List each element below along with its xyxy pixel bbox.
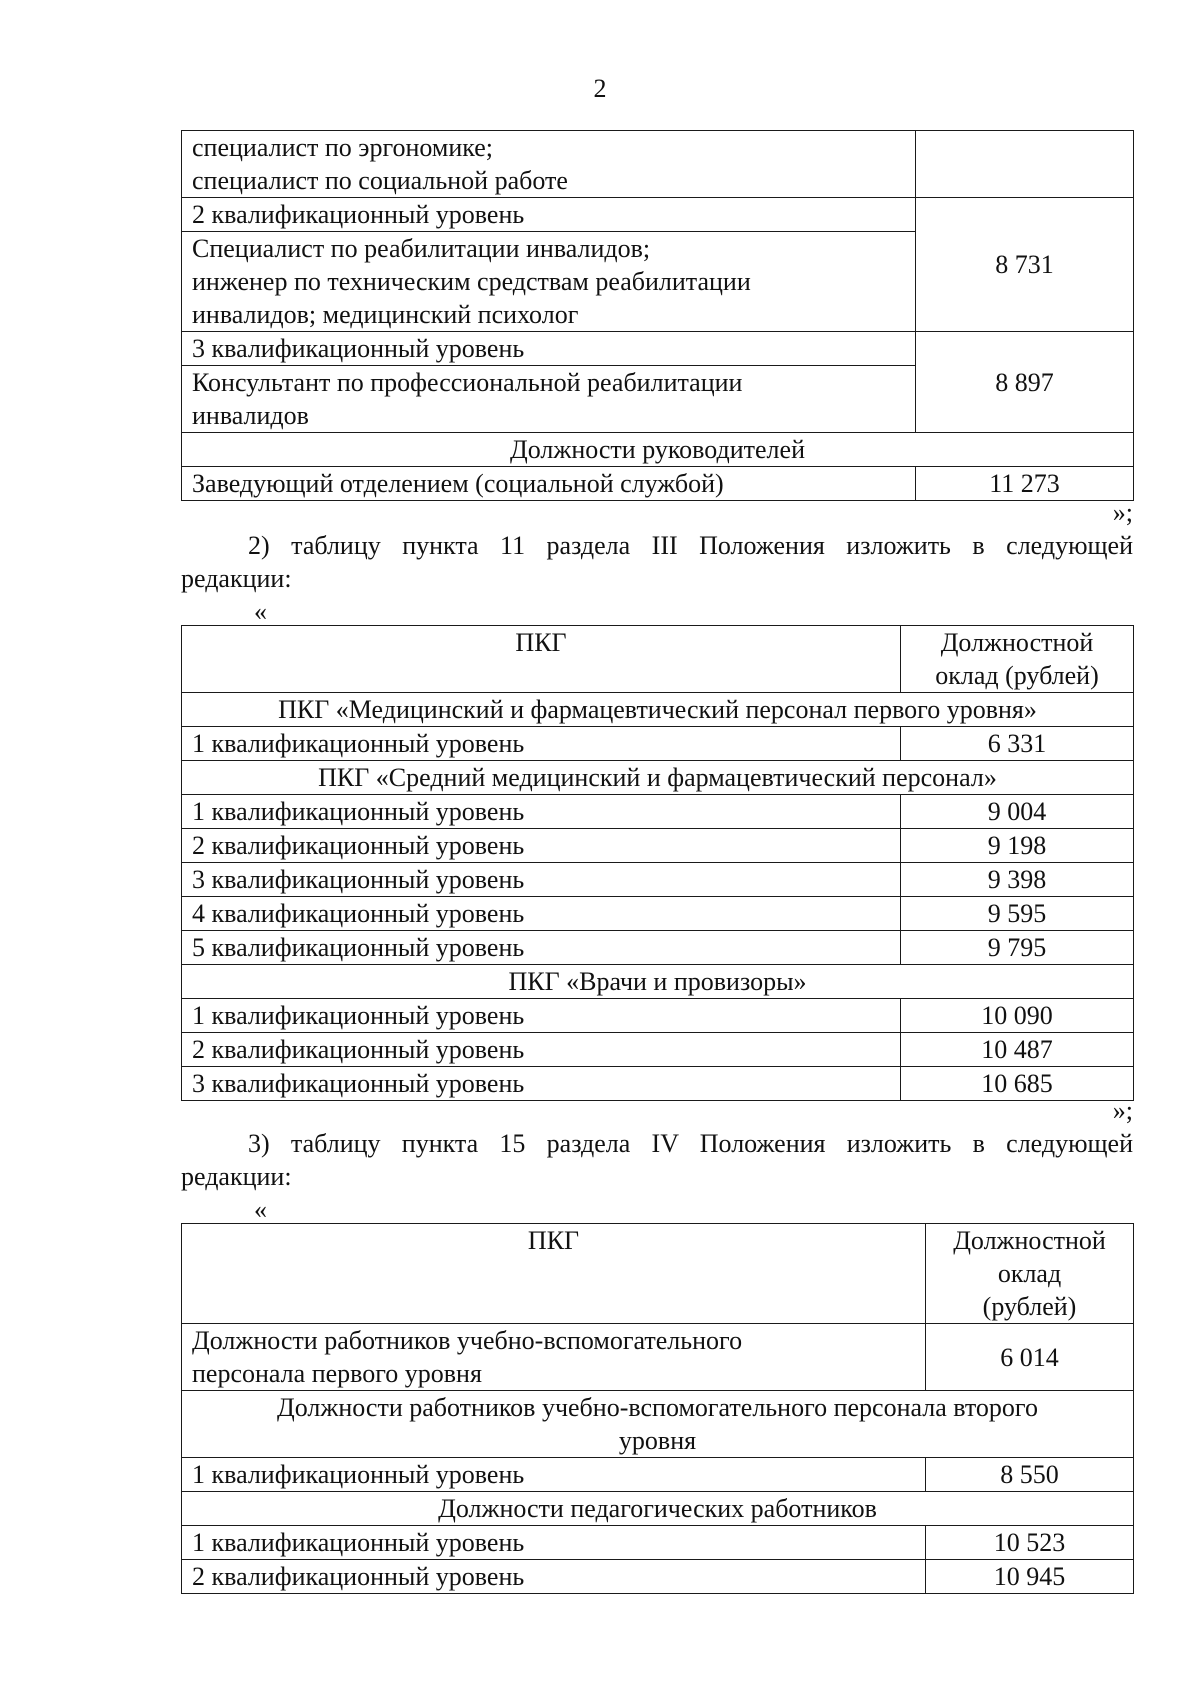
opening-quote: « bbox=[254, 1195, 267, 1224]
section-label: Должности педагогических работников bbox=[182, 1492, 1134, 1526]
section-label: ПКГ «Средний медицинский и фармацевтический персонал» bbox=[182, 761, 1134, 795]
table-educational-staff bbox=[181, 1223, 1134, 1594]
table-row bbox=[182, 1067, 1134, 1101]
section-label: Должности работников учебно-вспомогательного персонала второго уровня bbox=[182, 1391, 1134, 1458]
table-row bbox=[182, 467, 1134, 501]
table-header-row bbox=[182, 626, 1134, 693]
salary-value: 9 795 bbox=[901, 931, 1134, 965]
level-label: 1 квалификационный уровень bbox=[182, 1526, 926, 1560]
position-label: специалист по эргономике; специалист по социальной работе bbox=[182, 131, 916, 198]
table-medical-staff bbox=[181, 625, 1134, 1101]
level-label: 1 квалификационный уровень bbox=[182, 999, 901, 1033]
table-row bbox=[182, 1560, 1134, 1594]
salary-value: 9 595 bbox=[901, 897, 1134, 931]
table-row bbox=[182, 897, 1134, 931]
salary-value bbox=[916, 131, 1134, 198]
position-label: Консультант по профессиональной реабилитации инвалидов bbox=[182, 366, 916, 433]
table-row bbox=[182, 999, 1134, 1033]
paragraph-item-2 bbox=[181, 529, 1133, 562]
table-row bbox=[182, 1526, 1134, 1560]
section-row bbox=[182, 433, 1134, 467]
level-header-row bbox=[182, 332, 1134, 366]
level-label: 5 квалификационный уровень bbox=[182, 931, 901, 965]
table-row bbox=[182, 795, 1134, 829]
paragraph-text: 2) таблицу пункта 11 раздела III Положения изложить в следующей bbox=[248, 531, 1133, 560]
paragraph-tail: редакции: bbox=[181, 564, 292, 593]
salary-value: 10 090 bbox=[901, 999, 1134, 1033]
column-header-salary: Должностной оклад (рублей) bbox=[926, 1224, 1134, 1324]
position-label: Должности работников учебно-вспомогательного персонала первого уровня bbox=[182, 1324, 926, 1391]
section-label: ПКГ «Врачи и провизоры» bbox=[182, 965, 1134, 999]
table-row bbox=[182, 727, 1134, 761]
level-label: 4 квалификационный уровень bbox=[182, 897, 901, 931]
table-row bbox=[182, 1458, 1134, 1492]
section-row bbox=[182, 1391, 1134, 1458]
column-header-pkg: ПКГ bbox=[182, 1224, 926, 1324]
level-label: 3 квалификационный уровень bbox=[182, 1067, 901, 1101]
section-row bbox=[182, 761, 1134, 795]
table-row bbox=[182, 131, 1134, 198]
salary-value: 6 331 bbox=[901, 727, 1134, 761]
position-label: Специалист по реабилитации инвалидов; инженер по техническим средствам реабилитации инвалидов; медицинский психолог bbox=[182, 232, 916, 332]
salary-value: 6 014 bbox=[926, 1324, 1134, 1391]
level-label: 2 квалификационный уровень bbox=[182, 198, 916, 232]
salary-value: 8 731 bbox=[916, 198, 1134, 332]
level-label: 3 квалификационный уровень bbox=[182, 863, 901, 897]
closing-quote: »; bbox=[1112, 1096, 1133, 1125]
table-positions-continued bbox=[181, 130, 1134, 501]
salary-value: 9 004 bbox=[901, 795, 1134, 829]
paragraph-text: 3) таблицу пункта 15 раздела IV Положения изложить в следующей bbox=[248, 1129, 1133, 1158]
salary-value: 11 273 bbox=[916, 467, 1134, 501]
table-row bbox=[182, 863, 1134, 897]
table-header-row bbox=[182, 1224, 1134, 1324]
section-row bbox=[182, 965, 1134, 999]
section-row bbox=[182, 693, 1134, 727]
paragraph-item-3 bbox=[181, 1127, 1133, 1160]
column-header-pkg: ПКГ bbox=[182, 626, 901, 693]
column-header-salary: Должностной оклад (рублей) bbox=[901, 626, 1134, 693]
level-label: 2 квалификационный уровень bbox=[182, 829, 901, 863]
closing-quote: »; bbox=[1112, 498, 1133, 527]
section-label: Должности руководителей bbox=[182, 433, 1134, 467]
section-label: ПКГ «Медицинский и фармацевтический персонал первого уровня» bbox=[182, 693, 1134, 727]
table-row bbox=[182, 829, 1134, 863]
page-number: 2 bbox=[593, 74, 607, 103]
table-row bbox=[182, 1033, 1134, 1067]
level-label: 2 квалификационный уровень bbox=[182, 1560, 926, 1594]
level-header-row bbox=[182, 198, 1134, 232]
level-label: 1 квалификационный уровень bbox=[182, 795, 901, 829]
salary-value: 10 487 bbox=[901, 1033, 1134, 1067]
position-label: Заведующий отделением (социальной службой) bbox=[182, 467, 916, 501]
table-row bbox=[182, 931, 1134, 965]
salary-value: 10 945 bbox=[926, 1560, 1134, 1594]
salary-value: 8 897 bbox=[916, 332, 1134, 433]
salary-value: 8 550 bbox=[926, 1458, 1134, 1492]
level-label: 1 квалификационный уровень bbox=[182, 1458, 926, 1492]
salary-value: 9 398 bbox=[901, 863, 1134, 897]
opening-quote: « bbox=[254, 597, 267, 626]
section-row bbox=[182, 1492, 1134, 1526]
salary-value: 9 198 bbox=[901, 829, 1134, 863]
paragraph-tail: редакции: bbox=[181, 1162, 292, 1191]
level-label: 2 квалификационный уровень bbox=[182, 1033, 901, 1067]
table-row bbox=[182, 1324, 1134, 1391]
salary-value: 10 523 bbox=[926, 1526, 1134, 1560]
salary-value: 10 685 bbox=[901, 1067, 1134, 1101]
level-label: 3 квалификационный уровень bbox=[182, 332, 916, 366]
level-label: 1 квалификационный уровень bbox=[182, 727, 901, 761]
